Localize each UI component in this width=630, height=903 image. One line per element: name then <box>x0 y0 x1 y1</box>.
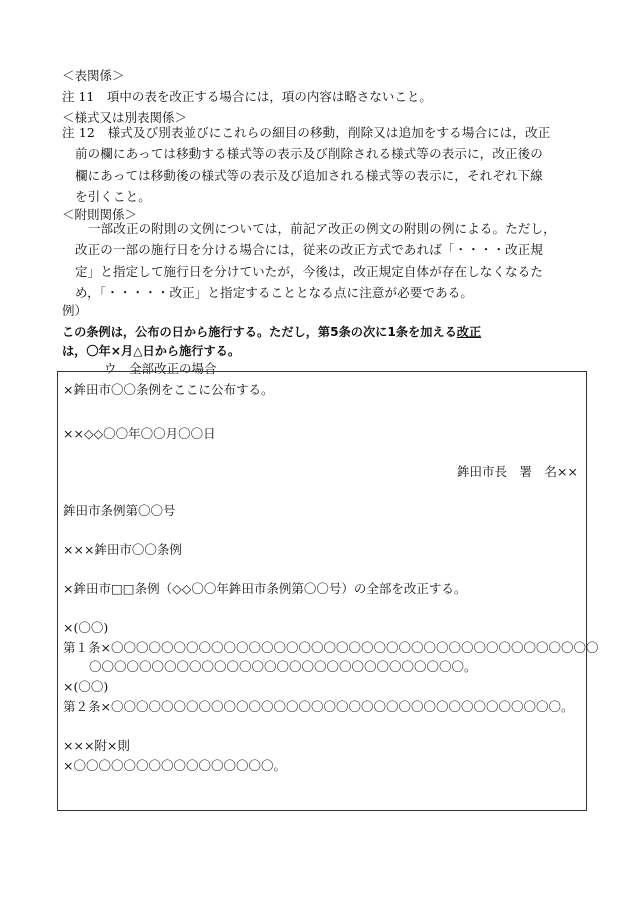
supplementary-paragraph <box>62 218 587 304</box>
supplementary-line: め，「・・・・・改正」と指定することとなる点に注意が必要である。 <box>75 285 474 301</box>
note-12 <box>62 122 587 208</box>
note-12-line: 前の欄にあっては移動する様式等の表示及び削除される様式等の表示に，改正後の <box>75 146 543 162</box>
note-12-line: を引くこと。 <box>75 189 151 205</box>
revision-statement: ×鉾田市□□条例（◇◇〇〇年鉾田市条例第〇〇号）の全部を改正する。 <box>63 581 467 596</box>
article-1-caption: ×(〇〇) <box>63 620 109 635</box>
promulgation-line: ×鉾田市〇〇条例をここに公布する。 <box>63 382 274 397</box>
ordinance-number: 鉾田市条例第〇〇号 <box>63 503 176 518</box>
ordinance-title: ×××鉾田市〇〇条例 <box>63 542 182 557</box>
full-revision-heading: ウ 全部改正の場合 <box>104 361 217 376</box>
example-text-line-1 <box>62 322 481 342</box>
article-1-text-continued: 〇〇〇〇〇〇〇〇〇〇〇〇〇〇〇〇〇〇〇〇〇〇〇〇〇〇〇〇〇〇。 <box>89 659 477 674</box>
note-12-line: 注 12 様式及び別表並びにこれらの細目の移動，削除又は追加をする場合には，改正 <box>62 125 551 140</box>
supplementary-line: 一部改正の附則の文例については，前記ア改正の例文の附則の例による。ただし， <box>88 221 556 236</box>
supplementary-line: 定」と指定して施行日を分けていたが，今後は，改正規定自体が存在しなくなるた <box>75 263 544 279</box>
example-text-part: この条例は，公布の日から施行する。ただし，第5条の次に1条を加える <box>62 325 457 339</box>
supplementary-provisions-body: ×〇〇〇〇〇〇〇〇〇〇〇〇〇〇〇〇。 <box>63 758 286 773</box>
supplementary-line: 改正の一部の施行日を分ける場合には，従来の改正方式であれば「・・・・改正規 <box>75 242 544 258</box>
style-section-heading: ＜様式又は別表関係＞ <box>62 110 188 125</box>
example-label: 例） <box>62 303 88 318</box>
note-12-line: 欄にあっては移動後の様式等の表示及び追加される様式等の表示に，それぞれ下線 <box>75 167 543 183</box>
table-section-heading: ＜表関係＞ <box>62 68 125 83</box>
example-text-line-2: は，〇年×月△日から施行する。 <box>62 344 241 358</box>
article-2-text: 第２条×〇〇〇〇〇〇〇〇〇〇〇〇〇〇〇〇〇〇〇〇〇〇〇〇〇〇〇〇〇〇〇〇〇〇〇〇。 <box>63 699 574 714</box>
full-revision-example-box <box>57 371 599 811</box>
mayor-signature: 鉾田市長 署 名×× <box>457 464 578 479</box>
article-2-caption: ×(〇〇) <box>63 679 109 694</box>
note-11: 注 11 項中の表を改正する場合には，項の内容は略さないこと。 <box>62 89 432 104</box>
article-1-text: 第１条×〇〇〇〇〇〇〇〇〇〇〇〇〇〇〇〇〇〇〇〇〇〇〇〇〇〇〇〇〇〇〇〇〇〇〇〇〇〇〇 <box>63 640 599 655</box>
supplementary-section-heading: ＜附則関係＞ <box>62 207 138 222</box>
supplementary-provisions-title: ×××附×則 <box>63 738 130 753</box>
example-underlined-word: 改正 <box>456 325 482 339</box>
promulgation-date: ××◇◇〇〇年〇〇月〇〇日 <box>63 426 216 441</box>
